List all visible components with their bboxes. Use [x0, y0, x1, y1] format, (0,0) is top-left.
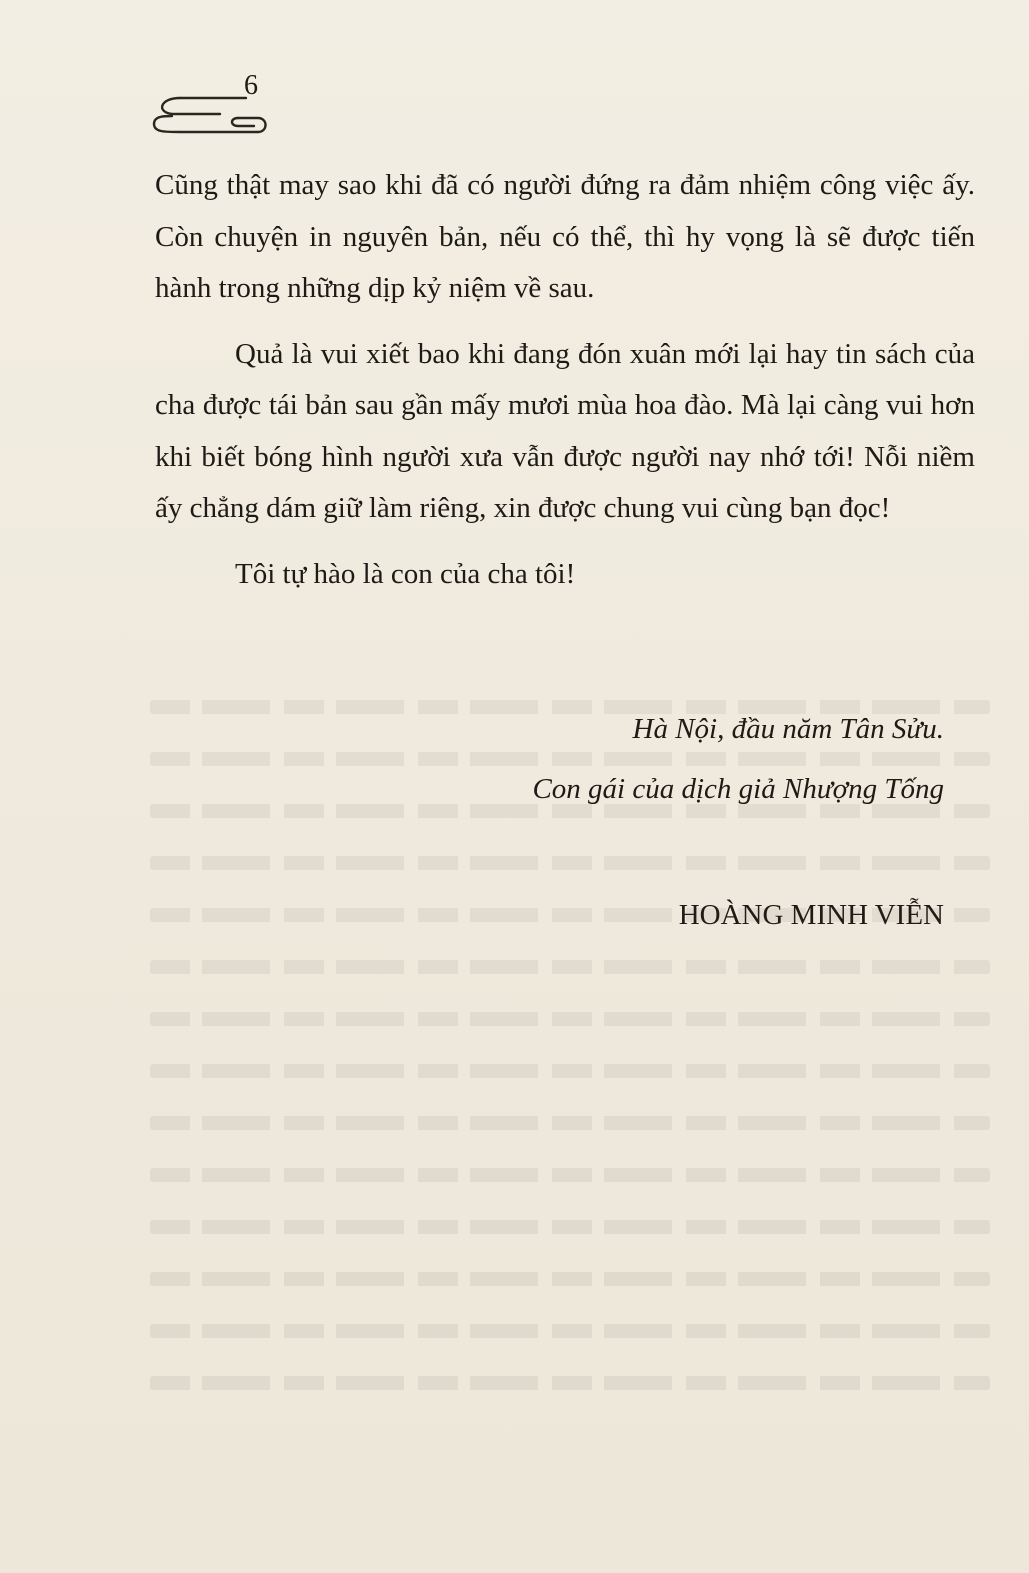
show-through-texture	[150, 700, 990, 1460]
signature-role: Con gái của dịch giả Nhượng Tống	[532, 773, 944, 805]
paragraph: Tôi tự hào là con của cha tôi!	[235, 557, 576, 590]
page-number: 6	[244, 70, 258, 101]
paragraph: Cũng thật may sao khi đã có người đứng ra đảm nhiệm công việc ấy. Còn chuyện in nguyên bản, nếu có thể, thì hy vọng là sẽ được tiến hành trong những dịp kỷ niệm về sau.	[155, 169, 975, 304]
signature-place-date: Hà Nội, đầu năm Tân Sửu.	[632, 713, 944, 745]
body-text	[155, 160, 975, 614]
signature-name: HOÀNG MINH VIỄN	[678, 899, 944, 931]
paragraph: Quả là vui xiết bao khi đang đón xuân mới lại hay tin sách của cha được tái bản sau gần mấy mươi mùa hoa đào. Mà lại càng vui hơn khi biết bóng hình người xưa vẫn được người nay nhớ tới! Nỗi niềm ấy chẳng dám giữ làm riêng, xin được chung vui cùng bạn đọc!	[155, 337, 975, 524]
